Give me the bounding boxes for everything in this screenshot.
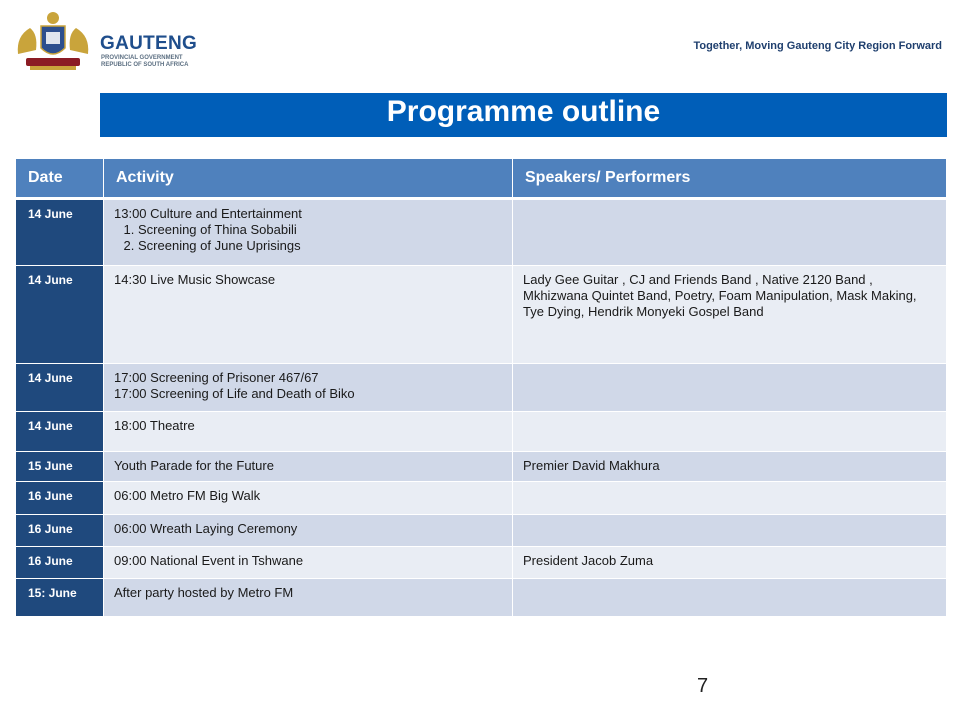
table-row xyxy=(16,547,947,579)
header-date: Date xyxy=(16,159,104,200)
table-row xyxy=(16,364,947,412)
activity-cell: 14:30 Live Music Showcase xyxy=(104,266,513,364)
activity-cell xyxy=(104,200,513,266)
page-title: Programme outline xyxy=(100,93,947,137)
date-cell: 15 June xyxy=(16,452,104,482)
header-activity: Activity xyxy=(104,159,513,200)
table-row xyxy=(16,452,947,482)
activity-list xyxy=(114,222,502,254)
table-row xyxy=(16,266,947,364)
activity-text: 13:00 Culture and Entertainment xyxy=(114,206,302,221)
brand-name: GAUTENG xyxy=(100,33,198,54)
table-header-row xyxy=(16,159,947,200)
performers-cell: President Jacob Zuma xyxy=(513,547,947,579)
table-row xyxy=(16,412,947,452)
slide-header xyxy=(0,0,960,80)
activity-text-2: 17:00 Screening of Life and Death of Biko xyxy=(114,386,355,401)
performers-cell xyxy=(513,364,947,412)
date-cell: 14 June xyxy=(16,412,104,452)
activity-cell xyxy=(104,364,513,412)
list-item: 2. Screening of June Uprisings xyxy=(138,238,502,254)
activity-cell: After party hosted by Metro FM xyxy=(104,579,513,617)
activity-cell: 18:00 Theatre xyxy=(104,412,513,452)
gauteng-coat-of-arms-logo xyxy=(8,10,98,74)
date-cell: 14 June xyxy=(16,266,104,364)
activity-cell: 06:00 Metro FM Big Walk xyxy=(104,482,513,515)
brand-subtitle-line-1: PROVINCIAL GOVERNMENT xyxy=(101,55,183,61)
activity-cell: 06:00 Wreath Laying Ceremony xyxy=(104,515,513,547)
list-item: 1. Screening of Thina Sobabili xyxy=(138,222,502,238)
performers-cell xyxy=(513,579,947,617)
performers-cell: Lady Gee Guitar , CJ and Friends Band , Native 2120 Band , Mkhizwana Quintet Band, Poetry, Foam Manipulation, Mask Making, Tye Dying, Hendrik Monyeki Gospel Band xyxy=(513,266,947,364)
activity-cell: 09:00 National Event in Tshwane xyxy=(104,547,513,579)
date-cell: 16 June xyxy=(16,515,104,547)
programme-table xyxy=(16,159,947,617)
activity-cell: Youth Parade for the Future xyxy=(104,452,513,482)
header-performers: Speakers/ Performers xyxy=(513,159,947,200)
date-cell: 14 June xyxy=(16,364,104,412)
brand-subtitle-line-2: REPUBLIC OF SOUTH AFRICA xyxy=(101,62,189,68)
performers-cell xyxy=(513,200,947,266)
performers-cell xyxy=(513,515,947,547)
brand-subtitle xyxy=(101,55,188,69)
date-cell: 16 June xyxy=(16,482,104,515)
performers-cell: Premier David Makhura xyxy=(513,452,947,482)
table-row xyxy=(16,482,947,515)
date-cell: 16 June xyxy=(16,547,104,579)
date-cell: 14 June xyxy=(16,200,104,266)
page-number: 7 xyxy=(697,675,709,697)
date-cell: 15: June xyxy=(16,579,104,617)
performers-cell xyxy=(513,412,947,452)
table-row xyxy=(16,579,947,617)
performers-cell xyxy=(513,482,947,515)
tagline: Together, Moving Gauteng City Region Forward xyxy=(693,40,942,52)
activity-text: 17:00 Screening of Prisoner 467/67 xyxy=(114,370,319,385)
table-row xyxy=(16,515,947,547)
table-row xyxy=(16,200,947,266)
